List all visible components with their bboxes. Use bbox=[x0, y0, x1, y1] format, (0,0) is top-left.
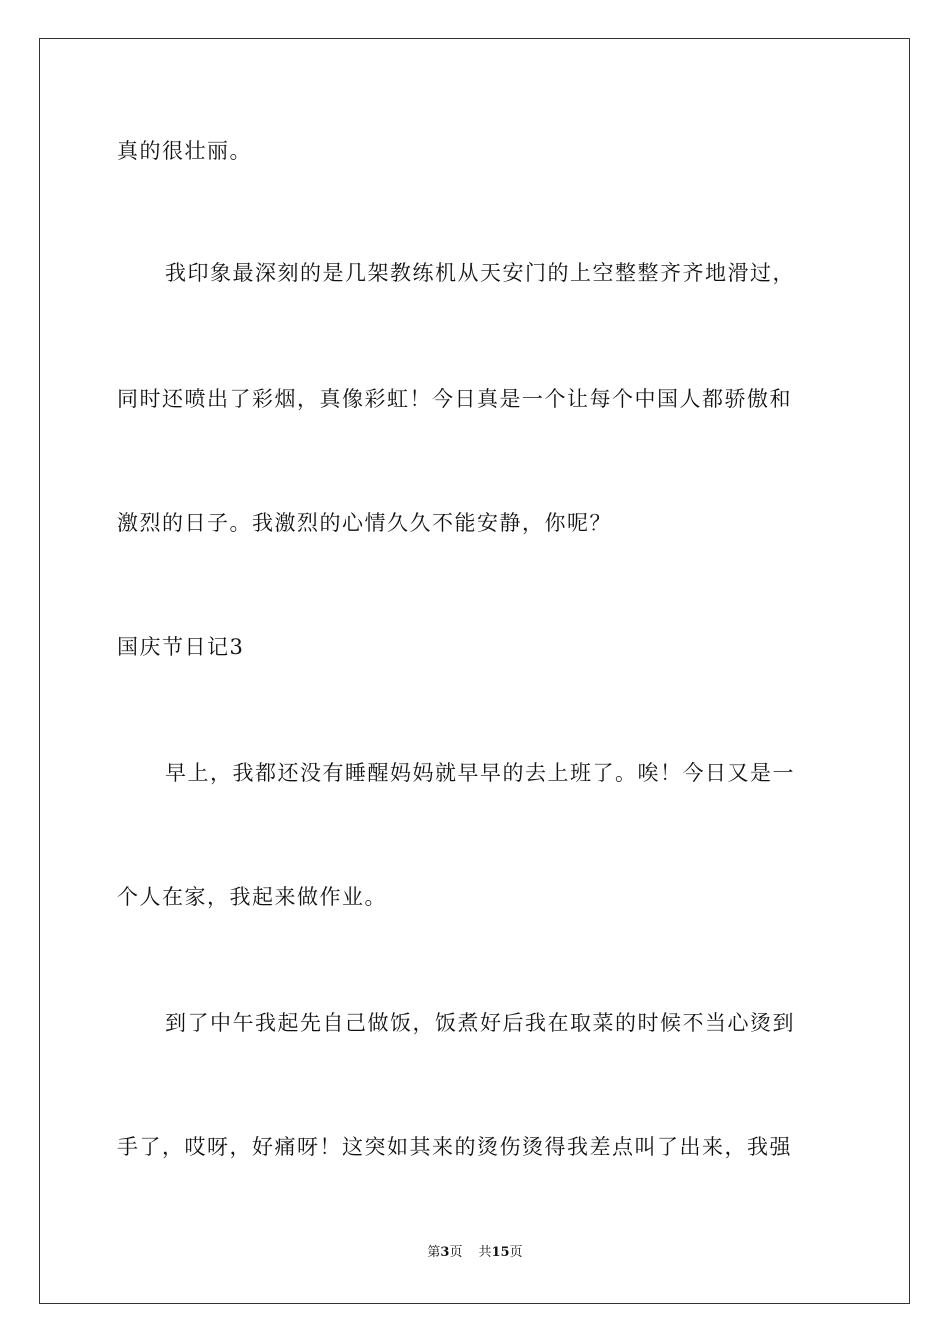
total-suffix: 页 bbox=[509, 1245, 523, 1260]
page-number: 3 bbox=[440, 1245, 450, 1260]
page-frame bbox=[39, 38, 910, 1304]
text-line-6: 早上，我都还没有睡醒妈妈就早早的去上班了。唉！今日又是一 bbox=[165, 761, 795, 785]
text-line-8: 到了中午我起先自己做饭，饭煮好后我在取菜的时候不当心烫到 bbox=[165, 1011, 795, 1035]
text-line-2: 我印象最深刻的是几架教练机从天安门的上空整整齐齐地滑过， bbox=[165, 261, 795, 285]
page-suffix: 页 bbox=[449, 1245, 463, 1260]
text-line-3: 同时还喷出了彩烟，真像彩虹！今日真是一个让每个中国人都骄傲和 bbox=[117, 387, 792, 411]
text-line-7: 个人在家，我起来做作业。 bbox=[117, 885, 387, 909]
section-heading: 国庆节日记3 bbox=[117, 635, 245, 659]
text-line-4: 激烈的日子。我激烈的心情久久不能安静，你呢？ bbox=[117, 511, 612, 535]
total-prefix: 共 bbox=[478, 1245, 492, 1260]
page-footer bbox=[0, 1244, 950, 1262]
text-line-9: 手了，哎呀，好痛呀！这突如其来的烫伤烫得我差点叫了出来，我强 bbox=[117, 1135, 792, 1159]
total-number: 15 bbox=[491, 1245, 510, 1260]
text-line-1: 真的很壮丽。 bbox=[117, 139, 252, 163]
page-prefix: 第 bbox=[427, 1245, 441, 1260]
